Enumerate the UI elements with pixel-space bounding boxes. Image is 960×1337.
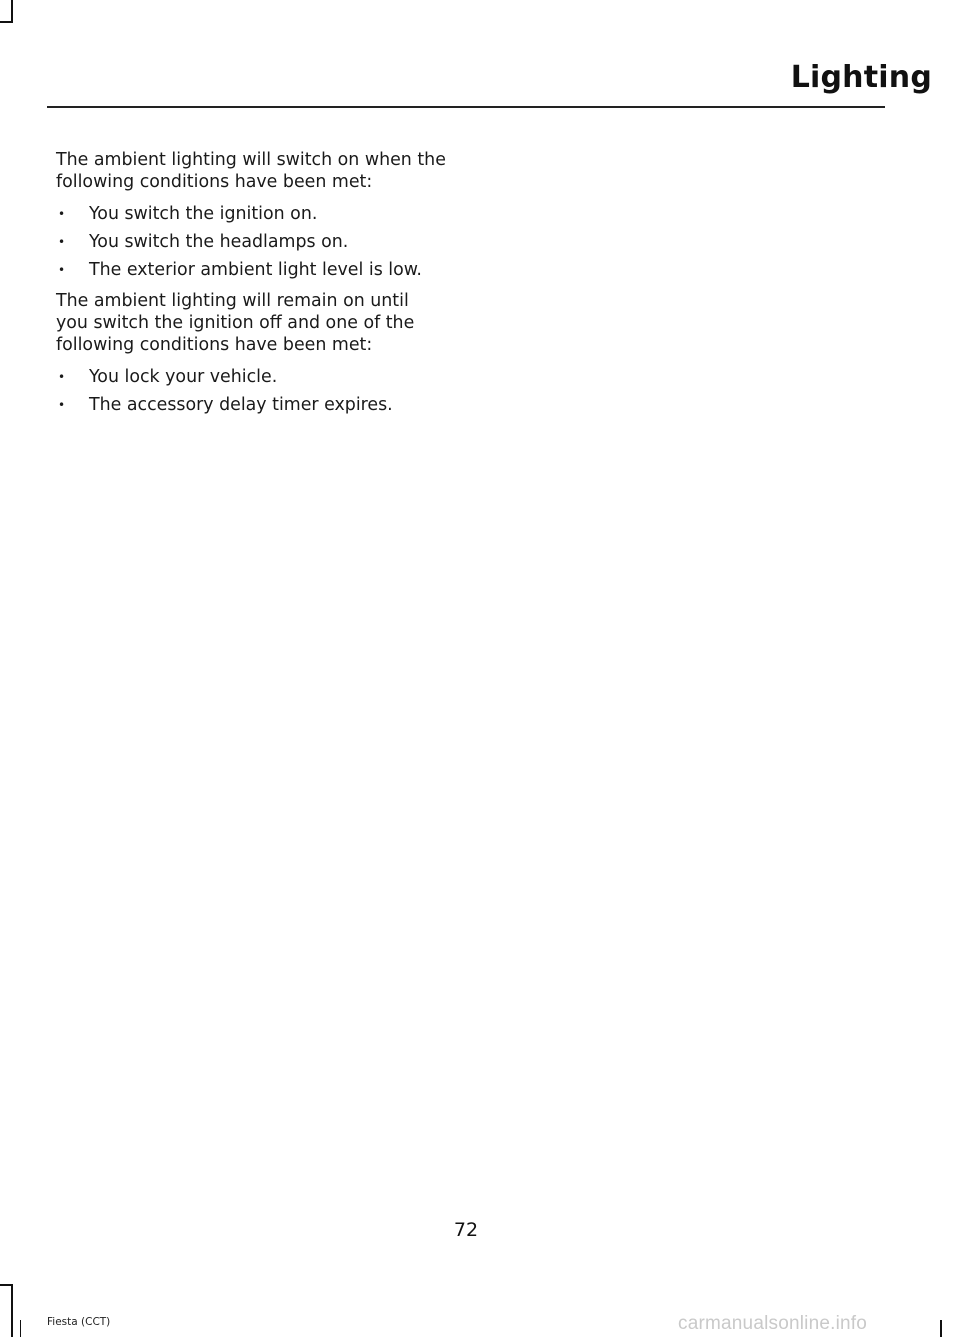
list-item-text: The exterior ambient light level is low. (89, 260, 422, 280)
title-divider (47, 106, 885, 108)
crop-mark-bottom-left-tick (20, 1320, 21, 1337)
footer-model-name: Fiesta (CCT) (47, 1316, 111, 1328)
bullet-icon: • (58, 398, 66, 412)
list-item (56, 259, 446, 281)
crop-mark-bottom-right-tick (940, 1320, 942, 1337)
bullet-icon: • (58, 263, 66, 277)
crop-mark-top-left-vertical (11, 0, 13, 22)
bullet-icon: • (58, 235, 66, 249)
watermark-text: carmanualsonline.info (678, 1313, 868, 1334)
content-column (56, 149, 446, 425)
paragraph-remain-on: The ambient lighting will remain on until you switch the ignition off and one of the following conditions have been met: (56, 291, 415, 355)
bullet-icon: • (58, 370, 66, 384)
list-item (56, 203, 446, 225)
list-item (56, 366, 446, 388)
list-item-text: You switch the headlamps on. (89, 232, 349, 252)
switch-off-conditions-list (56, 366, 446, 416)
list-item (56, 394, 446, 416)
page-number: 72 (453, 1219, 479, 1241)
page-title (0, 60, 932, 95)
paragraph-switch-on: The ambient lighting will switch on when the following conditions have been met: (56, 150, 446, 192)
switch-on-conditions-list (56, 203, 446, 281)
list-item (56, 231, 446, 253)
list-item-text: The accessory delay timer expires. (89, 395, 393, 415)
crop-mark-top-left-horizontal (0, 21, 13, 23)
bullet-icon: • (58, 207, 66, 221)
list-item-text: You lock your vehicle. (89, 367, 278, 387)
list-item-text: You switch the ignition on. (89, 204, 318, 224)
crop-mark-bottom-left-vertical (11, 1284, 13, 1337)
page-title-text: Lighting (790, 60, 932, 95)
